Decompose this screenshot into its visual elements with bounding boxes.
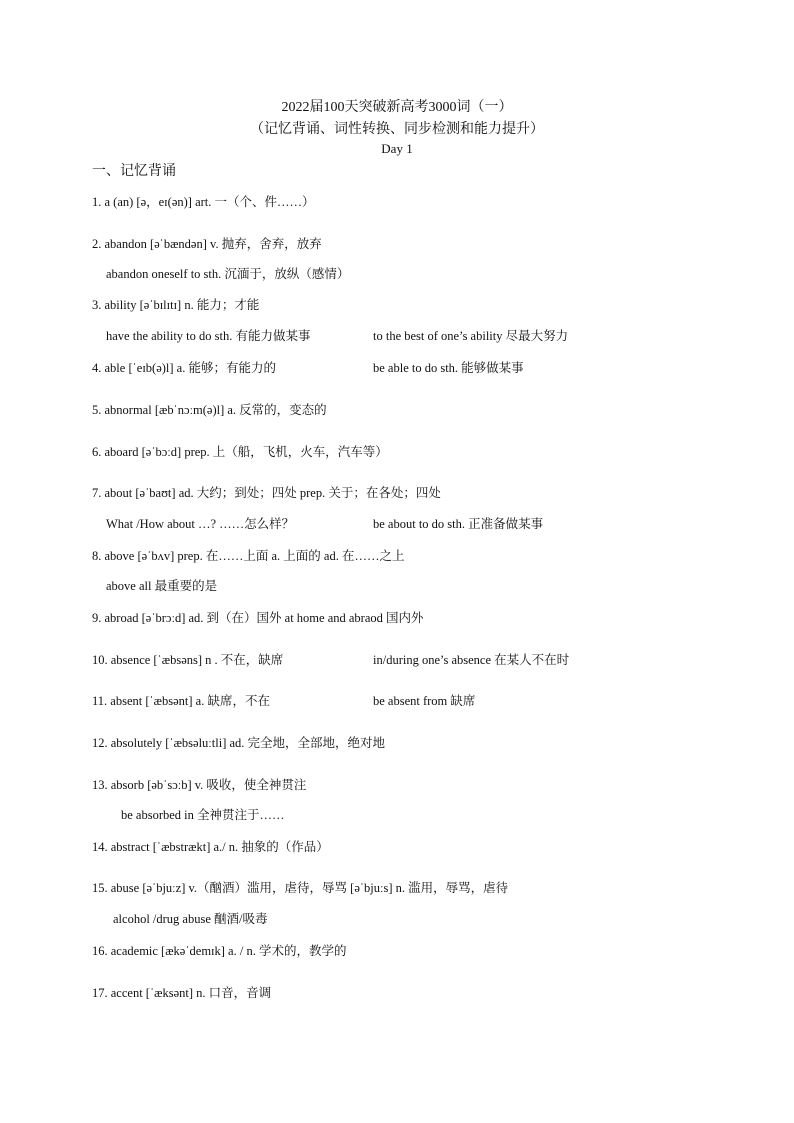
entry-3: 3. ability [əˈbɪlɪtɪ] n. 能力；才能 — [92, 298, 260, 312]
entry-6: 6. aboard [əˈbɔːd] prep. 上（船，飞机，火车，汽车等） — [92, 445, 388, 459]
entry-16: 16. academic [ækəˈdemɪk] a. / n. 学术的，教学的 — [92, 944, 347, 958]
entry-3-phrase-2: to the best of one’s ability 尽最大努力 — [373, 329, 569, 343]
entry-10: 10. absence [ˈæbsəns] n . 不在，缺席 — [92, 653, 284, 667]
page-title: 2022届100天突破新高考3000词（一） — [281, 100, 513, 115]
entry-4: 4. able [ˈeɪb(ə)l] a. 能够；有能力的 — [92, 361, 276, 375]
entry-11: 11. absent [ˈæbsənt] a. 缺席，不在 — [92, 694, 270, 708]
entry-17: 17. accent [ˈæksənt] n. 口音，音调 — [92, 986, 272, 1000]
day-label: Day 1 — [381, 141, 413, 156]
entry-2-phrase: abandon oneself to sth. 沉湎于，放纵（感情） — [106, 267, 350, 281]
entry-4-phrase: be able to do sth. 能够做某事 — [373, 361, 524, 375]
entry-3-phrase-1: have the ability to do sth. 有能力做某事 — [106, 329, 311, 343]
entry-8-phrase: above all 最重要的是 — [106, 579, 218, 593]
entry-12: 12. absolutely [ˈæbsəluːtli] ad. 完全地，全部地，绝对地 — [92, 736, 386, 750]
entry-10-phrase: in/during one’s absence 在某人不在时 — [373, 653, 570, 667]
entry-13: 13. absorb [əbˈsɔːb] v. 吸收，使全神贯注 — [92, 778, 307, 792]
entry-8: 8. above [əˈbʌv] prep. 在……上面 a. 上面的 ad. 在……之上 — [92, 549, 405, 563]
entry-14: 14. abstract [ˈæbstrækt] a./ n. 抽象的（作品） — [92, 840, 329, 854]
entry-7: 7. about [əˈbaʊt] ad. 大约；到处；四处 prep. 关于；在各处；四处 — [92, 486, 441, 500]
entry-15-phrase: alcohol /drug abuse 酗酒/吸毒 — [113, 912, 268, 926]
entry-7-phrase-1: What /How about …? ……怎么样？ — [106, 517, 295, 531]
entry-13-phrase: be absorbed in 全神贯注于…… — [121, 808, 285, 822]
entry-1: 1. a (an) [ə，eɪ(ən)] art. 一（个、件……） — [92, 195, 315, 209]
entry-15: 15. abuse [əˈbjuːz] v.（酗酒）滥用，虐待，辱骂 [əˈbjuːs] n. 滥用，辱骂，虐待 — [92, 881, 509, 895]
entry-5: 5. abnormal [æbˈnɔːm(ə)l] a. 反常的，变态的 — [92, 403, 327, 417]
section-title: 一、记忆背诵 — [92, 164, 176, 179]
entry-11-phrase: be absent from 缺席 — [373, 694, 476, 708]
page-subtitle: （记忆背诵、词性转换、同步检测和能力提升） — [250, 122, 544, 137]
entry-9: 9. abroad [əˈbrɔːd] ad. 到（在）国外 at home and abraod 国内外 — [92, 611, 424, 625]
entry-7-phrase-2: be about to do sth. 正准备做某事 — [373, 517, 544, 531]
entry-2: 2. abandon [əˈbændən] v. 抛弃，舍弃，放弃 — [92, 237, 322, 251]
